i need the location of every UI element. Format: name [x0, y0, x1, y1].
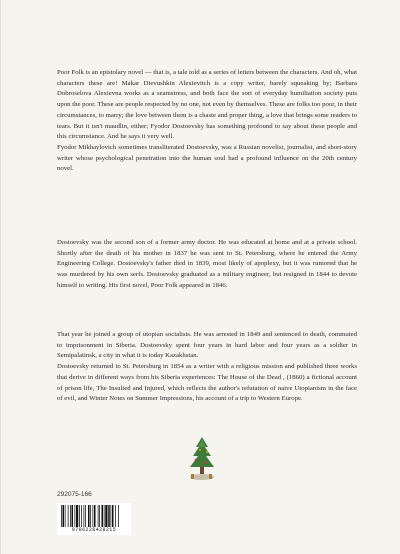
barcode-bar: [102, 505, 104, 527]
barcode-bar: [85, 505, 86, 527]
paragraph-biography-siberia: That year he joined a group of utopian socialists. He was arrested in 1849 and sentenced to death, commuted to imprisonment in Siberia. Dostoevsky spent four years in hard labor and four years as a soldier in Semipalatinsk, a city in what it is today Kazakhstan.: [57, 331, 357, 360]
text-block-later-life: [57, 330, 357, 405]
tree-icon: [187, 436, 217, 486]
barcode-bar: [79, 505, 80, 527]
barcode-bar: [63, 505, 65, 527]
barcode-bar: [68, 505, 69, 527]
barcode-bar: [81, 505, 82, 527]
barcode-bar: [105, 505, 107, 527]
barcode-bar: [115, 505, 116, 527]
barcode-bar: [99, 505, 100, 527]
barcode-bars: [60, 505, 128, 527]
barcode-bar: [72, 505, 74, 527]
isbn-barcode: [57, 503, 131, 535]
paragraph-author-intro: Fyodor Mikhaylovich sometimes transliterated Dostoevsky, was a Russian novelist, journalist, and short-story writer whose psychological penetration into the human soul had a profound influence on the 20th century novel.: [57, 143, 357, 173]
isbn-digits: 9786228428215: [71, 527, 117, 533]
barcode-bar: [75, 505, 76, 527]
barcode-bar: [111, 505, 112, 527]
barcode-bar: [118, 505, 119, 527]
barcode-bar: [94, 505, 96, 527]
text-block-synopsis: [57, 68, 357, 175]
paragraph-synopsis: Poor Folk is an epistolary novel — that is, a tale told as a series of letters between the characters. And oh, what characters these are! Makar Dievushkin Alexievitch is a copy writer, barely squeaking by; Barbara Dobroselova Alexievna works as a seamstress, and both face the sort of everyday humiliation society puts upon the poor. These are people respected by no one, not even by themselves. These are folks too poor, in their circumstances, to marry; the love between them is a chaste and proper thing, a love that brings some readers to tears. But it isn't maudlin, either; Fyodor Dostoevsky has something profound to say about these people and this circumstance. And he says it very well.: [57, 69, 357, 141]
barcode-bar: [61, 505, 62, 527]
barcode-bar: [104, 505, 105, 527]
barcode-bar: [93, 505, 94, 527]
barcode-bar: [84, 505, 85, 527]
barcode-bar: [90, 505, 91, 527]
barcode-bar: [76, 505, 78, 527]
catalog-number: 292075-166: [57, 491, 92, 498]
barcode-bar: [65, 505, 66, 527]
barcode-bar: [88, 505, 90, 527]
barcode-bar: [98, 505, 99, 527]
barcode-bar: [112, 505, 114, 527]
barcode-bar: [108, 505, 110, 527]
paragraph-biography-early: Dostoevsky was the second son of a former army doctor. He was educated at home and at a private school. Shortly after the death of his mother in 1837 he was sent to St. Petersburg, where he entered the Army Engineering College. Dostoevsky's father died in 1839, most likely of apoplexy, but it was rumored that he was murdered by his own serfs. Dostoevsky graduated as a military engineer, but resigned in 1844 to devote himself to writing. His first novel, Poor Folk appeared in 1846.: [57, 239, 357, 289]
barcode-bar: [70, 505, 71, 527]
paragraph-biography-return: Dostoevsky returned to St. Petersburg in 1854 as a writer with a religious mission and published three works that derive in different ways from his Siberia experiences: The House of the Dead , (1860) a fictional account of prison life, The Insulted and Injured, which reflects the author's refutation of naive Utopianism in the face of evil, and Winter Notes on Summer Impressions, his account of a trip to Western Europe.: [57, 363, 357, 403]
text-block-biography: [57, 238, 357, 292]
